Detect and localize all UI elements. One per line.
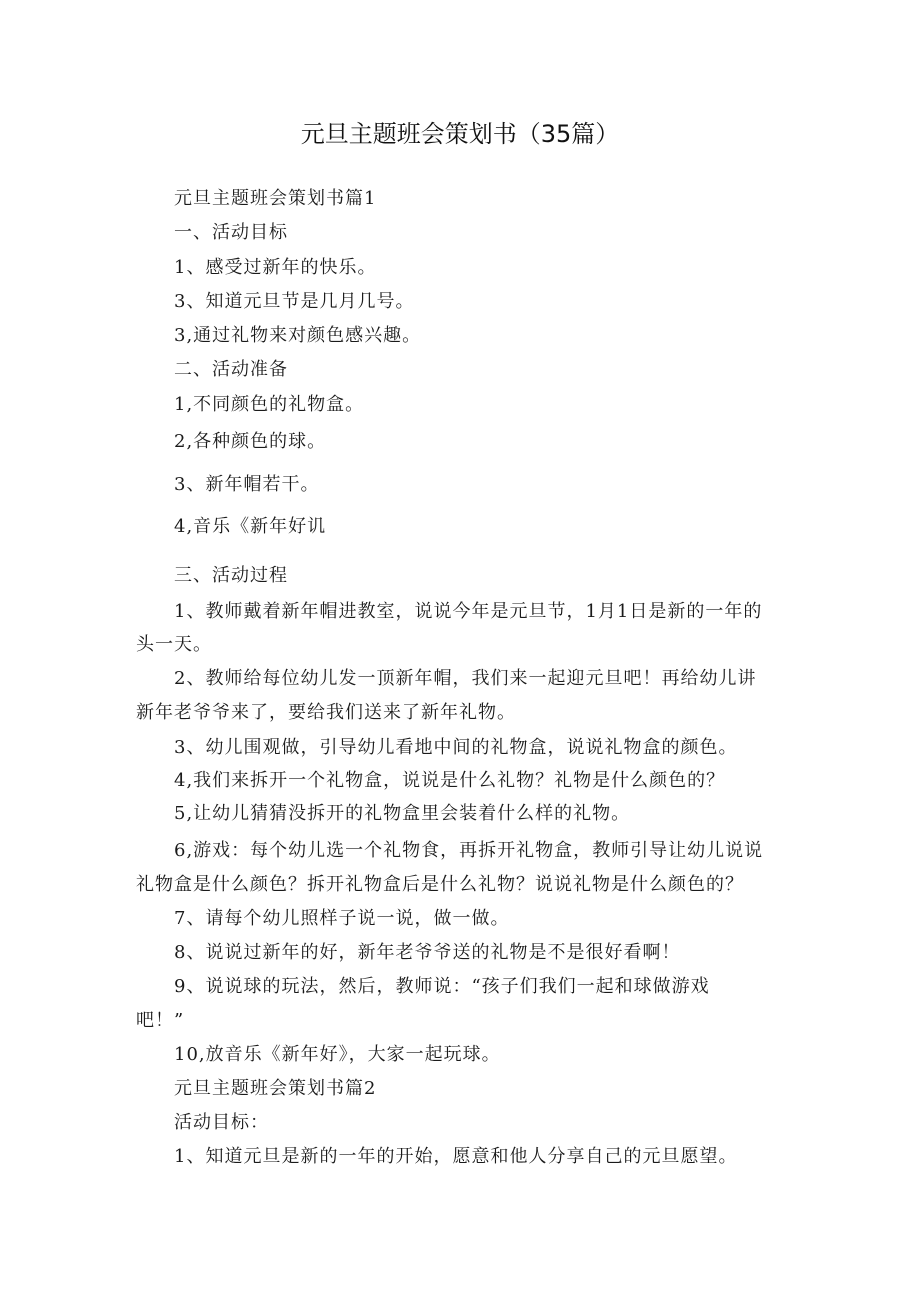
paragraph-line: 3,通过礼物来对颜色感兴趣。 (174, 325, 422, 346)
paragraph-line: 礼物盒是什么颜色？拆开礼物盒后是什么礼物？说说礼物是什么颜色的？ (136, 874, 744, 895)
paragraph-line: 3、幼儿围观做，引导幼儿看地中间的礼物盒，说说礼物盒的颜色。 (174, 737, 738, 758)
paragraph-line: 1、感受过新年的快乐。 (174, 257, 377, 278)
paragraph-line: 头一天。 (136, 634, 212, 655)
subheading: 二、活动准备 (174, 359, 288, 380)
paragraph-line: 5,让幼儿猜猜没拆开的礼物盒里会装着什么样的礼物。 (174, 803, 631, 824)
subheading: 三、活动过程 (174, 565, 288, 586)
paragraph-line: 8、说说过新年的好，新年老爷爷送的礼物是不是很好看啊！ (174, 942, 681, 963)
subheading: 活动目标： (174, 1112, 269, 1133)
paragraph-line: 1、知道元旦是新的一年的开始，愿意和他人分享自己的元旦愿望。 (174, 1146, 738, 1167)
paragraph-line: 1,不同颜色的礼物盒。 (174, 394, 365, 415)
paragraph-line: 新年老爷爷来了，要给我们送来了新年礼物。 (136, 702, 516, 723)
paragraph-line: 1、教师戴着新年帽进教室，说说今年是元旦节，1月1日是新的一年的 (174, 601, 763, 622)
paragraph-line: 4,音乐《新年好讥 (174, 516, 327, 537)
document-title: 元旦主题班会策划书（35篇） (300, 120, 620, 148)
section-heading: 元旦主题班会策划书篇1 (174, 188, 377, 209)
paragraph-line: 吧！” (136, 1010, 185, 1031)
paragraph-line: 7、请每个幼儿照样子说一说，做一做。 (174, 908, 510, 929)
paragraph-line: 3、新年帽若干。 (174, 474, 320, 495)
paragraph-line: 2、教师给每位幼儿发一顶新年帽，我们来一起迎元旦吧！再给幼儿讲 (174, 668, 757, 689)
paragraph-line: 6,游戏：每个幼儿选一个礼物食，再拆开礼物盒，教师引导让幼儿说说 (174, 840, 764, 861)
section-heading: 元旦主题班会策划书篇2 (174, 1078, 377, 1099)
paragraph-line: 10,放音乐《新年好》，大家一起玩球。 (174, 1044, 501, 1065)
paragraph-line: 3、知道元旦节是几月几号。 (174, 291, 415, 312)
subheading: 一、活动目标 (174, 222, 288, 243)
paragraph-line: 9、说说球的玩法，然后，教师说：“孩子们我们一起和球做游戏 (174, 976, 710, 997)
paragraph-line: 2,各种颜色的球。 (174, 431, 327, 452)
paragraph-line: 4,我们来拆开一个礼物盒，说说是什么礼物？礼物是什么颜色的？ (174, 770, 726, 791)
